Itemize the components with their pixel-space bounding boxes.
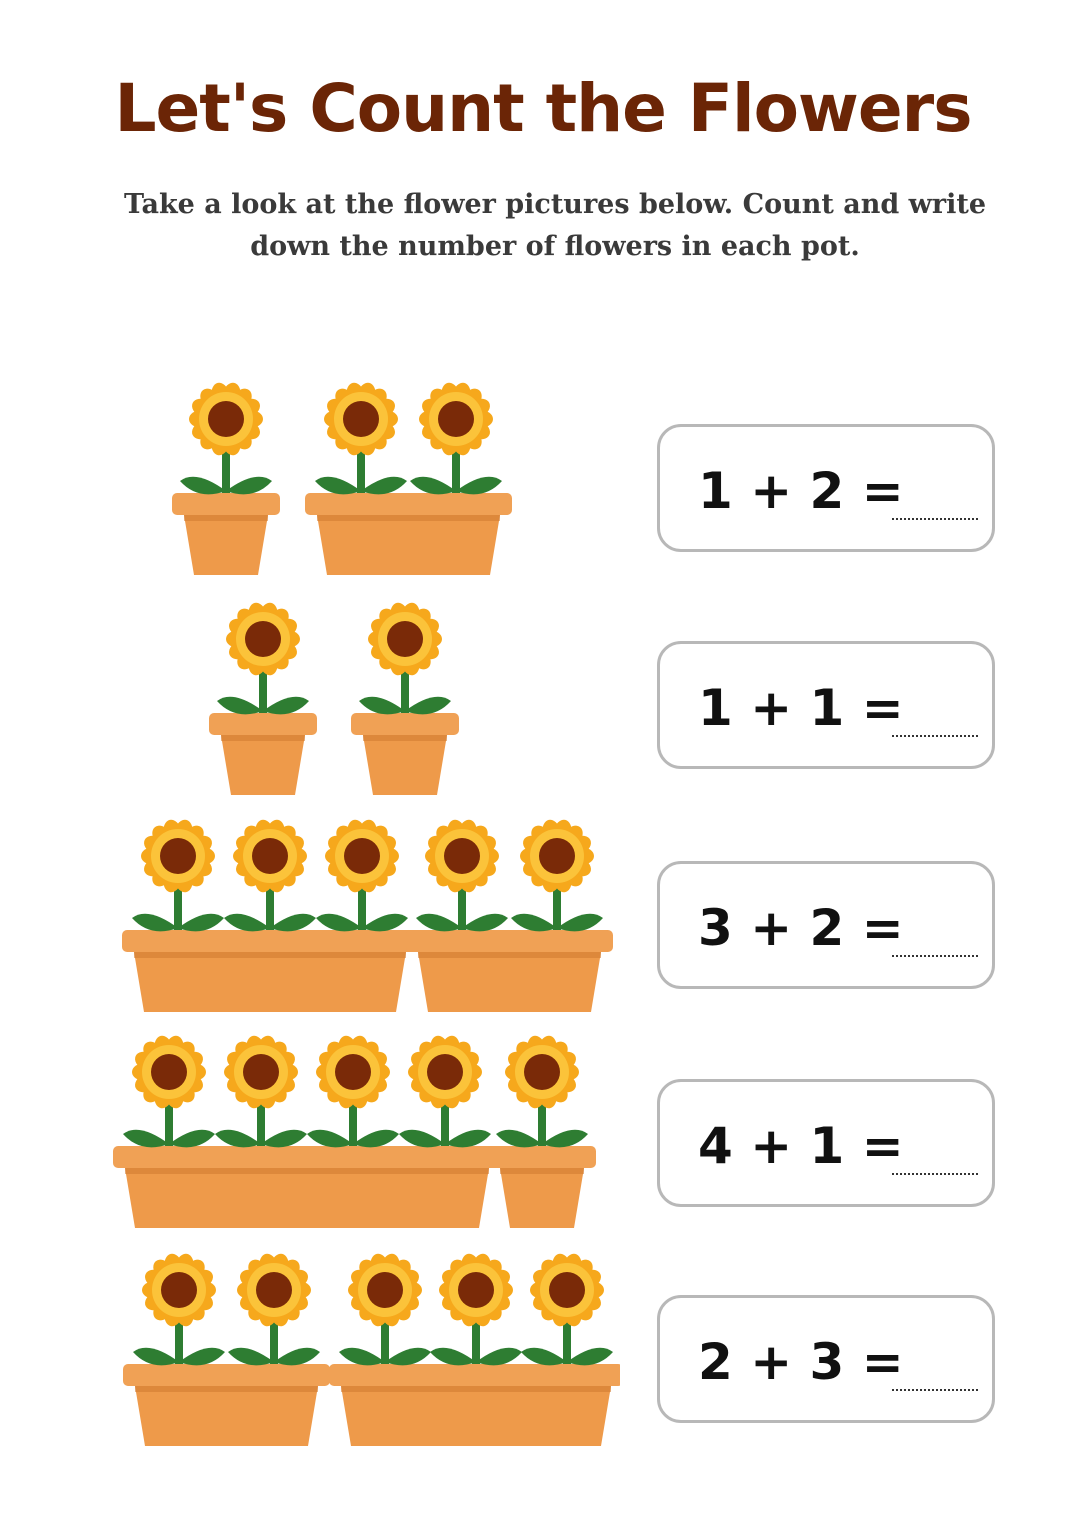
sunflower-icon — [410, 381, 502, 494]
answer-blank-4[interactable] — [892, 1173, 978, 1175]
sunflower-icon — [133, 1252, 225, 1365]
sunflower-icon — [521, 1252, 613, 1365]
equation-box-1[interactable] — [657, 424, 995, 552]
flower-pots-row-2 — [0, 595, 620, 805]
sunflower-icon — [228, 1252, 320, 1365]
flower-pots-row-5 — [0, 1246, 620, 1456]
flower-pot — [123, 1364, 330, 1446]
equation-text-2: 1 + 1 = — [698, 679, 904, 737]
sunflower-icon — [430, 1252, 522, 1365]
flower-pot — [305, 493, 512, 575]
equation-text-1: 1 + 2 = — [698, 462, 904, 520]
sunflower-icon — [315, 381, 407, 494]
answer-blank-5[interactable] — [892, 1389, 978, 1391]
flower-pots-illustration-1 — [0, 375, 620, 585]
equation-box-5[interactable] — [657, 1295, 995, 1423]
flower-pot — [488, 1146, 596, 1228]
flower-pot — [122, 930, 418, 1012]
equation-box-3[interactable] — [657, 861, 995, 989]
flower-pot — [329, 1364, 620, 1446]
answer-blank-2[interactable] — [892, 735, 978, 737]
sunflower-icon — [511, 818, 603, 931]
equation-text-5: 2 + 3 = — [698, 1333, 904, 1391]
sunflower-icon — [399, 1034, 491, 1147]
sunflower-icon — [180, 381, 272, 494]
flower-pots-illustration-4 — [0, 1028, 620, 1238]
answer-blank-1[interactable] — [892, 518, 978, 520]
sunflower-icon — [132, 818, 224, 931]
flower-pots-row-3 — [0, 812, 620, 1022]
equation-box-4[interactable] — [657, 1079, 995, 1207]
sunflower-icon — [215, 1034, 307, 1147]
equation-text-3: 3 + 2 = — [698, 899, 904, 957]
flower-pot — [406, 930, 613, 1012]
worksheet-instructions: Take a look at the flower pictures below. Count and write down the number of flowers in each pot. — [123, 189, 987, 262]
flower-pot — [209, 713, 317, 795]
flower-pots-illustration-3 — [0, 812, 620, 1022]
sunflower-icon — [224, 818, 316, 931]
equation-text-4: 4 + 1 = — [698, 1117, 904, 1175]
flower-pots-illustration-5 — [0, 1246, 620, 1456]
flower-pots-row-1 — [0, 375, 620, 585]
flower-pots-illustration-2 — [0, 595, 620, 805]
worksheet-title: Let's Count the Flowers — [114, 70, 972, 147]
flower-pots-row-4 — [0, 1028, 620, 1238]
sunflower-icon — [416, 818, 508, 931]
equation-box-2[interactable] — [657, 641, 995, 769]
flower-pot — [172, 493, 280, 575]
flower-pot — [351, 713, 459, 795]
answer-blank-3[interactable] — [892, 955, 978, 957]
sunflower-icon — [496, 1034, 588, 1147]
sunflower-icon — [339, 1252, 431, 1365]
sunflower-icon — [316, 818, 408, 931]
sunflower-icon — [359, 601, 451, 714]
flower-pot — [113, 1146, 501, 1228]
sunflower-icon — [217, 601, 309, 714]
sunflower-icon — [307, 1034, 399, 1147]
sunflower-icon — [123, 1034, 215, 1147]
